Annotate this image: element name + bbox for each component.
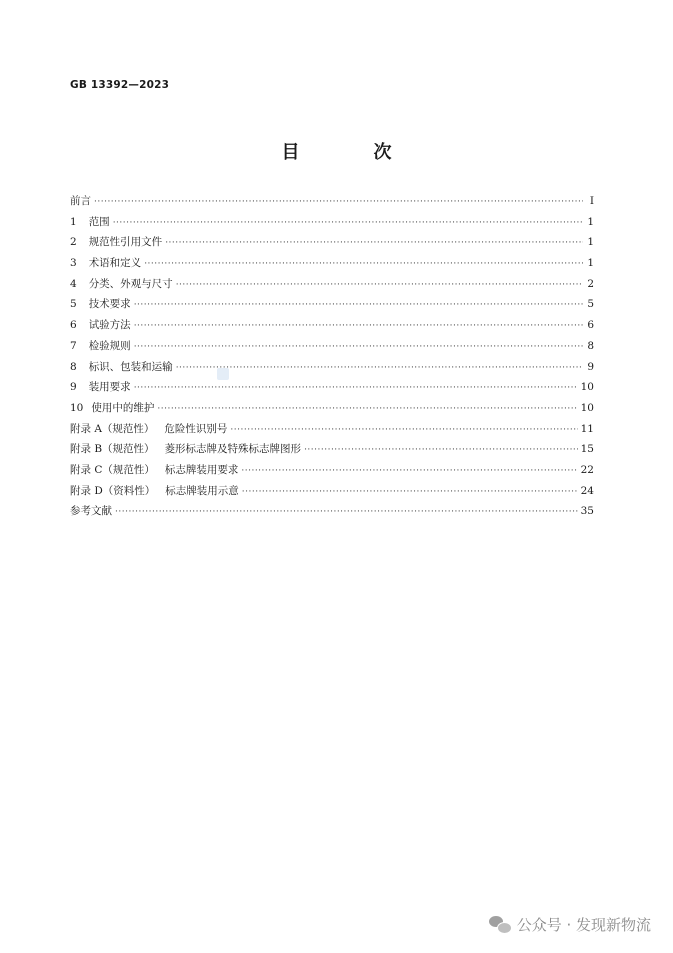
- toc-leader-dots: [115, 502, 578, 523]
- toc-entry-label: 分类、外观与尺寸: [88, 277, 173, 290]
- toc-entry-page: 6: [587, 319, 594, 332]
- toc-entry-number: 5: [70, 298, 77, 311]
- table-of-contents: [70, 191, 594, 522]
- toc-entry-number: 6: [70, 319, 77, 332]
- toc-entry-label: 菱形标志牌及特殊标志牌图形: [164, 443, 302, 456]
- scan-artifact: [217, 368, 229, 380]
- toc-leader-dots: [165, 233, 583, 254]
- toc-entry-page: 1: [587, 236, 594, 249]
- toc-entry-label: 技术要求: [88, 298, 131, 311]
- watermark: [489, 914, 651, 935]
- toc-entry-page: 1: [587, 215, 594, 228]
- toc-entry-number: 附录 B（规范性）: [70, 443, 155, 456]
- toc-entry[interactable]: [70, 398, 594, 419]
- toc-entry-page: 24: [580, 484, 594, 497]
- toc-entry-number: 附录 A（规范性）: [70, 422, 155, 435]
- toc-leader-dots: [134, 337, 583, 358]
- toc-entry-label: 危险性识别号: [164, 422, 228, 435]
- toc-entry-label: 范围: [88, 215, 110, 228]
- toc-leader-dots: [134, 378, 578, 399]
- page-title: 目 次: [281, 142, 420, 163]
- toc-entry-page: 10: [580, 401, 594, 414]
- toc-leader-dots: [134, 295, 583, 316]
- toc-entry[interactable]: [70, 439, 594, 460]
- toc-entry-page: 2: [587, 277, 594, 290]
- standard-code: GB 13392—2023: [70, 79, 170, 91]
- toc-entry[interactable]: [70, 501, 594, 522]
- toc-entry-page: 5: [587, 298, 594, 311]
- toc-entry[interactable]: [70, 212, 594, 233]
- toc-entry[interactable]: [70, 274, 594, 295]
- toc-leader-dots: [113, 213, 583, 234]
- toc-leader-dots: [304, 440, 578, 461]
- toc-entry-label: 参考文献: [70, 505, 112, 518]
- toc-leader-dots: [241, 461, 577, 482]
- toc-entry-number: 1: [70, 215, 77, 228]
- toc-entry-number: 2: [70, 236, 77, 249]
- toc-leader-dots: [230, 420, 577, 441]
- toc-entry[interactable]: [70, 377, 594, 398]
- toc-entry-page: 1: [587, 257, 594, 270]
- toc-entry[interactable]: [70, 253, 594, 274]
- toc-leader-dots: [242, 482, 578, 503]
- toc-leader-dots: [134, 316, 583, 337]
- toc-entry-number: 9: [70, 381, 77, 394]
- toc-entry[interactable]: [70, 315, 594, 336]
- watermark-text: 公众号 · 发现新物流: [516, 916, 651, 934]
- toc-entry-page: 8: [587, 339, 594, 352]
- toc-leader-dots: [94, 192, 583, 213]
- toc-entry-label: 装用要求: [88, 381, 131, 394]
- toc-entry[interactable]: [70, 232, 594, 253]
- toc-entry[interactable]: [70, 460, 594, 481]
- wechat-icon: [489, 916, 511, 934]
- toc-entry-number: 附录 D（资料性）: [70, 484, 156, 497]
- toc-entry-label: 前言: [70, 195, 91, 207]
- toc-entry-label: 标识、包装和运输: [88, 360, 173, 373]
- toc-leader-dots: [176, 358, 583, 379]
- toc-entry-page: 10: [580, 381, 594, 394]
- toc-entry-page: 15: [580, 443, 594, 456]
- toc-entry-page: 11: [580, 422, 594, 435]
- toc-entry[interactable]: [70, 191, 594, 212]
- toc-entry-label: 使用中的维护: [91, 401, 155, 414]
- toc-entry[interactable]: [70, 336, 594, 357]
- toc-entry-number: 8: [70, 360, 77, 373]
- toc-entry[interactable]: [70, 357, 594, 378]
- toc-entry-label: 标志牌装用要求: [164, 463, 239, 476]
- toc-entry-label: 规范性引用文件: [88, 236, 163, 249]
- toc-entry-page: Ⅰ: [589, 195, 594, 207]
- toc-entry-number: 10: [70, 401, 84, 414]
- toc-entry-label: 检验规则: [88, 339, 131, 352]
- toc-entry-number: 3: [70, 257, 77, 270]
- toc-entry-label: 标志牌装用示意: [165, 484, 239, 497]
- toc-entry-page: 9: [587, 360, 594, 373]
- toc-entry[interactable]: [70, 294, 594, 315]
- toc-entry[interactable]: [70, 419, 594, 440]
- toc-leader-dots: [157, 399, 577, 420]
- toc-entry-label: 试验方法: [88, 319, 131, 332]
- toc-entry-number: 4: [70, 277, 77, 290]
- toc-entry-page: 22: [580, 463, 594, 476]
- toc-entry-label: 术语和定义: [88, 257, 142, 270]
- toc-leader-dots: [144, 254, 583, 275]
- toc-entry[interactable]: [70, 481, 594, 502]
- toc-entry-number: 附录 C（规范性）: [70, 463, 155, 476]
- toc-entry-page: 35: [580, 505, 594, 518]
- toc-leader-dots: [176, 275, 583, 296]
- toc-entry-number: 7: [70, 339, 77, 352]
